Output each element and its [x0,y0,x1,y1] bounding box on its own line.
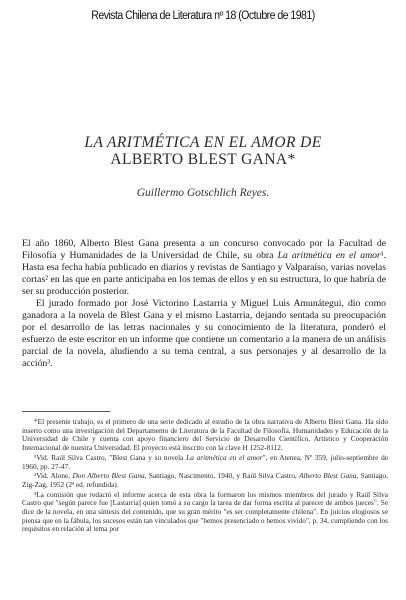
footnote-3: ³La comisión que redactó el informe acerca de esta obra la formaron los mismos miembros del jurado y Raúl Silva Castro que "según parece fue [Lastarria] quien tomó a su cargo la tarea de dar forma escrita al parecer de ambos jueces". Se dice de la novela, en una síntesis del contenido, que su gran mérito "es ser completamente chilena". En juicios elogiosos se piensa que en la fábula, los sucesos están tan vinculados que "hemos presenciado o hemos vivido", p. 34, cumpliendo con los requisitos en relación al tema por [22,489,388,534]
title-line-1: LA ARITMÉTICA EN EL AMOR DE [84,134,322,151]
journal-header: Revista Chilena de Literatura nº 18 (Octubre de 1981) [91,10,315,22]
footnote-2: ²Vid. Alone, Don Alberto Blest Gana, Santiago, Nascimento, 1940, y Raúl Silva Castro, Alberto Blest Gana, Santiago, Zig-Zag, 1952 (2ª ed. refundida). [22,471,389,489]
article-body [22,238,386,370]
article-title [0,134,406,168]
footnote-1: ¹Vid. Raúl Silva Castro, "Blest Gana y su novela La aritmética en el amor", en Atenea, Nº 359, julio-septiembre de 1960, pp. 27-47. [22,452,388,471]
author-name: Guillermo Gotschlich Reyes. [136,187,270,199]
footnote-divider [22,411,110,412]
footnotes [22,418,388,535]
footnote-star: *El presente trabajo, es el primero de una serie dedicado al estudio de la obra narrativa de Alberto Blest Gana. Ha sido inserto como una investigación del Departamento de Literatura de la Facultad de Filosofía, Humanidades y Educación de la Universidad de Chile y cuenta con apoyo financiero del Servicio de Desarrollo Científico, Artístico y Cooperación Internacional de nuestra Universidad. El proyecto está inscrito con la clave H 1252-8112. [22,417,388,453]
novel-title: La aritmética en el amor [277,250,381,261]
paragraph-1: El año 1860, Alberto Blest Gana presenta a un concurso convocado por la Facultad de Filosofía y Humanidades de la Universidad de Chile, su obra La aritmética en el amor¹. Hasta esa fecha había publicado en diarios y revistas de Santiago y Valparaíso, varias novelas cortas² en las que en parte anticipaba en los temas de ellos y en su estructura, lo que habría de ser su producción posterior. [22,238,387,297]
paragraph-2: El jurado formado por José Victorino Lastarria y Miguel Luis Amunátegui, dio como ganadora a la novela de Blest Gana y el mismo Lastarria, dejando sentada su preocupación por el desarrollo de las letras nacionales y su conocimiento de la literatura, ponderó el esfuerzo de este escritor en un informe que contiene un comentario a la manera de un análisis parcial de la novela, aludiendo a su tema central, a sus personajes y al desarrollo de la acción³. [22,298,386,369]
title-line-2: ALBERTO BLEST GANA* [110,151,296,168]
